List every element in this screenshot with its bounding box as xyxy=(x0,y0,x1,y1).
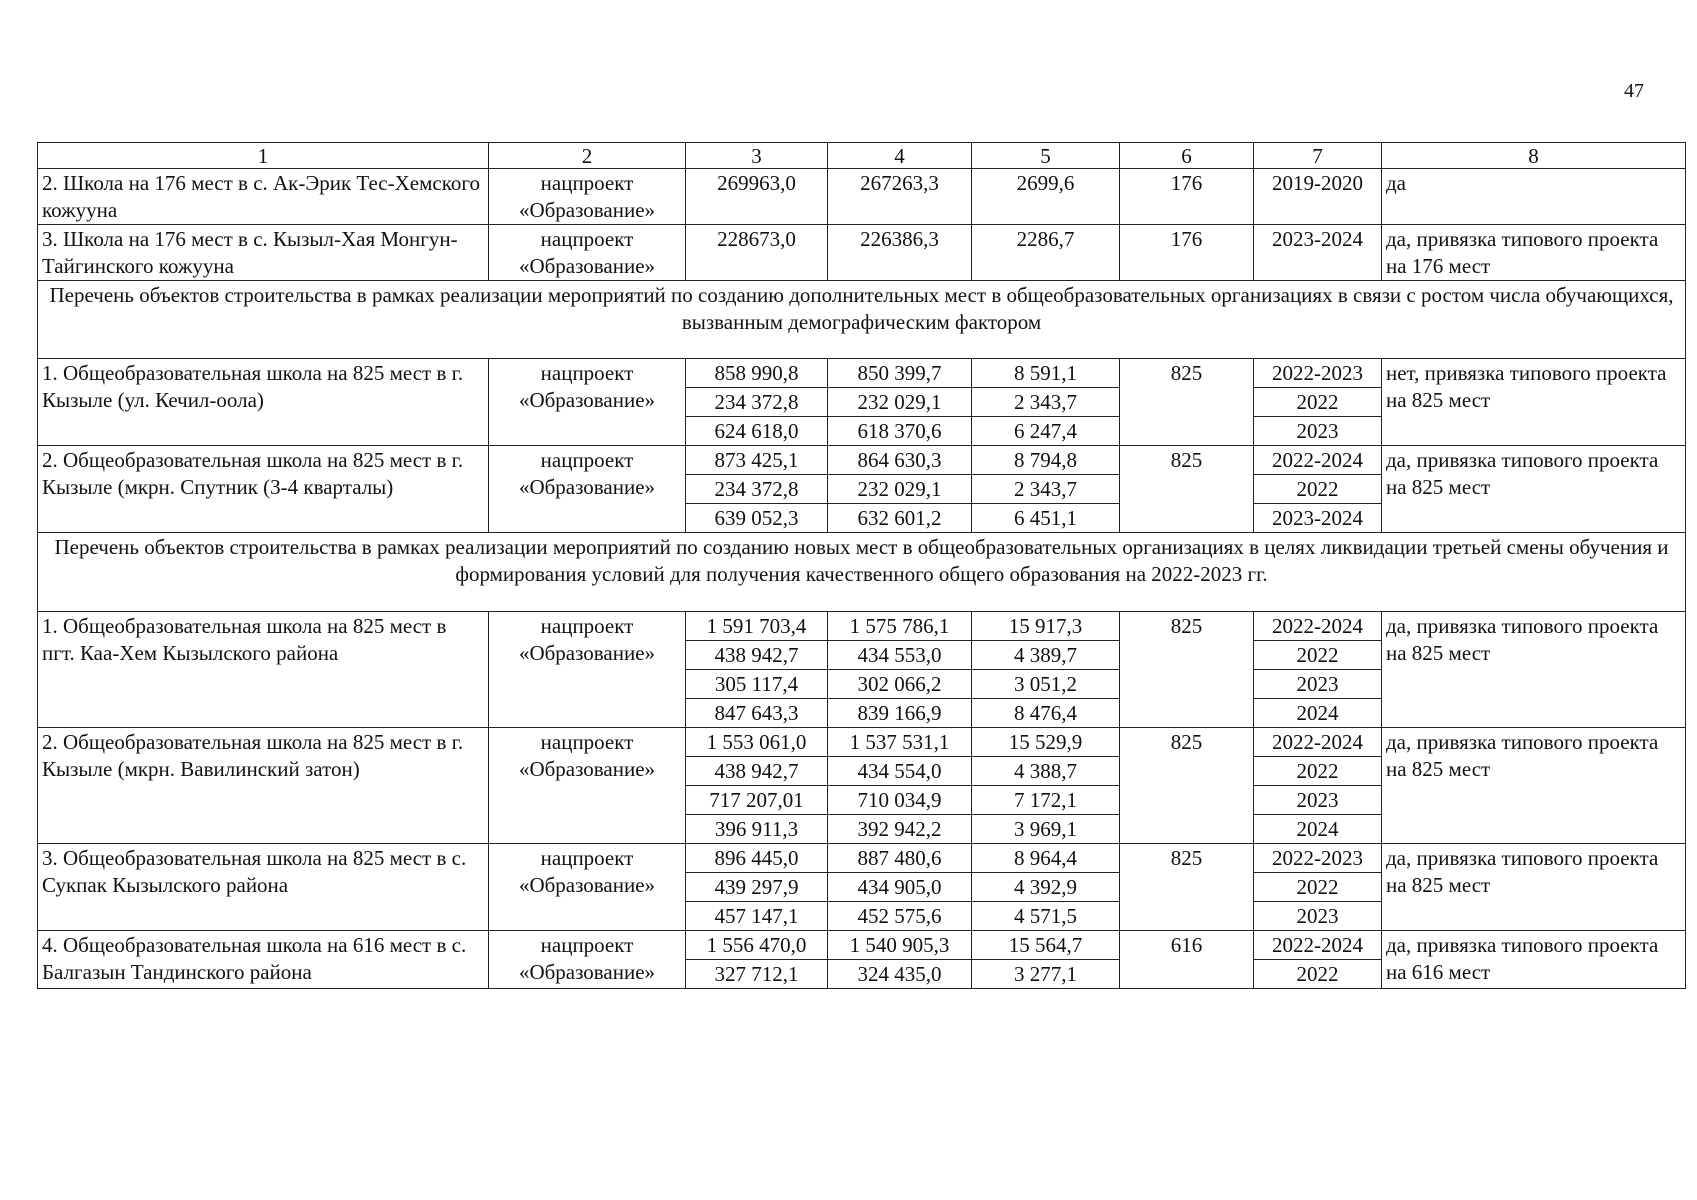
cost-regional: 4 571,5 xyxy=(972,902,1120,931)
cost-total: 1 556 470,0 xyxy=(686,931,828,960)
cost-total: 438 942,7 xyxy=(686,641,828,670)
capacity: 825 xyxy=(1120,612,1254,728)
cost-federal: 1 537 531,1 xyxy=(828,728,972,757)
cost-regional: 2 343,7 xyxy=(972,388,1120,417)
table-row xyxy=(38,728,1686,757)
years: 2023 xyxy=(1254,670,1382,699)
years: 2023 xyxy=(1254,786,1382,815)
cost-regional: 3 969,1 xyxy=(972,815,1120,844)
years: 2023-2024 xyxy=(1254,225,1382,281)
cost-federal: 267263,3 xyxy=(828,169,972,225)
table-row xyxy=(38,225,1686,281)
cost-regional: 15 917,3 xyxy=(972,612,1120,641)
cost-regional: 8 794,8 xyxy=(972,446,1120,475)
years: 2022-2024 xyxy=(1254,612,1382,641)
table-row xyxy=(38,931,1686,960)
cost-regional: 3 277,1 xyxy=(972,960,1120,989)
cost-total: 438 942,7 xyxy=(686,757,828,786)
cost-federal: 392 942,2 xyxy=(828,815,972,844)
cost-federal: 864 630,3 xyxy=(828,446,972,475)
standard-project-note: да xyxy=(1382,169,1686,225)
cost-federal: 302 066,2 xyxy=(828,670,972,699)
years: 2022-2023 xyxy=(1254,359,1382,388)
cost-total: 234 372,8 xyxy=(686,475,828,504)
object-name: 4. Общеобразовательная школа на 616 мест в с. Балгазын Тандинского района xyxy=(38,931,489,989)
cost-federal: 434 553,0 xyxy=(828,641,972,670)
object-name: 1. Общеобразовательная школа на 825 мест в г. Кызыле (ул. Кечил-оола) xyxy=(38,359,489,446)
capacity: 616 xyxy=(1120,931,1254,989)
years: 2019-2020 xyxy=(1254,169,1382,225)
capacity: 825 xyxy=(1120,446,1254,533)
cost-federal: 232 029,1 xyxy=(828,475,972,504)
object-name: 1. Общеобразовательная школа на 825 мест в пгт. Каа-Хем Кызылского района xyxy=(38,612,489,728)
cost-federal: 1 540 905,3 xyxy=(828,931,972,960)
standard-project-note: нет, привязка типового проекта на 825 мест xyxy=(1382,359,1686,446)
table-row xyxy=(38,844,1686,873)
funding-source: нацпроект «Образование» xyxy=(489,169,686,225)
column-header: 1 xyxy=(38,143,489,169)
table-row xyxy=(38,169,1686,225)
years: 2022 xyxy=(1254,475,1382,504)
capacity: 825 xyxy=(1120,359,1254,446)
cost-total: 717 207,01 xyxy=(686,786,828,815)
cost-federal: 232 029,1 xyxy=(828,388,972,417)
cost-regional: 6 247,4 xyxy=(972,417,1120,446)
cost-regional: 15 564,7 xyxy=(972,931,1120,960)
cost-regional: 4 388,7 xyxy=(972,757,1120,786)
standard-project-note: да, привязка типового проекта на 616 мест xyxy=(1382,931,1686,989)
capacity: 176 xyxy=(1120,225,1254,281)
cost-total: 624 618,0 xyxy=(686,417,828,446)
column-header: 4 xyxy=(828,143,972,169)
cost-total: 1 591 703,4 xyxy=(686,612,828,641)
table-row xyxy=(38,612,1686,641)
capacity: 176 xyxy=(1120,169,1254,225)
column-header: 2 xyxy=(489,143,686,169)
funding-source: нацпроект «Образование» xyxy=(489,931,686,989)
years: 2023 xyxy=(1254,417,1382,446)
funding-source: нацпроект «Образование» xyxy=(489,446,686,533)
cost-federal: 226386,3 xyxy=(828,225,972,281)
years: 2024 xyxy=(1254,699,1382,728)
cost-regional: 3 051,2 xyxy=(972,670,1120,699)
column-header: 7 xyxy=(1254,143,1382,169)
cost-federal: 632 601,2 xyxy=(828,504,972,533)
years: 2022 xyxy=(1254,388,1382,417)
cost-total: 457 147,1 xyxy=(686,902,828,931)
cost-total: 858 990,8 xyxy=(686,359,828,388)
object-name: 2. Общеобразовательная школа на 825 мест в г. Кызыле (мкрн. Спутник (3-4 кварталы) xyxy=(38,446,489,533)
cost-federal: 434 905,0 xyxy=(828,873,972,902)
cost-regional: 4 389,7 xyxy=(972,641,1120,670)
years: 2023-2024 xyxy=(1254,504,1382,533)
years: 2022 xyxy=(1254,960,1382,989)
page-number: 47 xyxy=(1624,80,1644,102)
column-header: 8 xyxy=(1382,143,1686,169)
cost-federal: 887 480,6 xyxy=(828,844,972,873)
cost-federal: 1 575 786,1 xyxy=(828,612,972,641)
cost-total: 396 911,3 xyxy=(686,815,828,844)
cost-total: 639 052,3 xyxy=(686,504,828,533)
cost-regional: 8 591,1 xyxy=(972,359,1120,388)
funding-source: нацпроект «Образование» xyxy=(489,844,686,931)
funding-source: нацпроект «Образование» xyxy=(489,612,686,728)
cost-federal: 618 370,6 xyxy=(828,417,972,446)
funding-source: нацпроект «Образование» xyxy=(489,225,686,281)
cost-federal: 839 166,9 xyxy=(828,699,972,728)
cost-federal: 452 575,6 xyxy=(828,902,972,931)
cost-regional: 7 172,1 xyxy=(972,786,1120,815)
years: 2024 xyxy=(1254,815,1382,844)
cost-total: 896 445,0 xyxy=(686,844,828,873)
cost-federal: 434 554,0 xyxy=(828,757,972,786)
construction-objects-table xyxy=(37,142,1686,989)
years: 2023 xyxy=(1254,902,1382,931)
section-heading: Перечень объектов строительства в рамках реализации мероприятий по созданию дополнительных мест в общеобразовательных организациях в связи с ростом числа обучающихся, вызванным демографическим фактором xyxy=(38,281,1686,359)
section-heading-row xyxy=(38,281,1686,359)
cost-regional: 2699,6 xyxy=(972,169,1120,225)
years: 2022-2024 xyxy=(1254,446,1382,475)
cost-total: 269963,0 xyxy=(686,169,828,225)
standard-project-note: да, привязка типового проекта на 825 мест xyxy=(1382,612,1686,728)
cost-total: 305 117,4 xyxy=(686,670,828,699)
cost-total: 439 297,9 xyxy=(686,873,828,902)
capacity: 825 xyxy=(1120,728,1254,844)
standard-project-note: да, привязка типового проекта на 176 мест xyxy=(1382,225,1686,281)
cost-regional: 6 451,1 xyxy=(972,504,1120,533)
cost-total: 234 372,8 xyxy=(686,388,828,417)
column-header: 6 xyxy=(1120,143,1254,169)
standard-project-note: да, привязка типового проекта на 825 мест xyxy=(1382,844,1686,931)
cost-total: 847 643,3 xyxy=(686,699,828,728)
funding-source: нацпроект «Образование» xyxy=(489,359,686,446)
cost-total: 228673,0 xyxy=(686,225,828,281)
table-header-row xyxy=(38,143,1686,169)
years: 2022-2024 xyxy=(1254,931,1382,960)
section-heading-row xyxy=(38,533,1686,612)
object-name: 2. Общеобразовательная школа на 825 мест в г. Кызыле (мкрн. Вавилинский затон) xyxy=(38,728,489,844)
capacity: 825 xyxy=(1120,844,1254,931)
years: 2022-2023 xyxy=(1254,844,1382,873)
cost-total: 1 553 061,0 xyxy=(686,728,828,757)
standard-project-note: да, привязка типового проекта на 825 мест xyxy=(1382,446,1686,533)
cost-total: 327 712,1 xyxy=(686,960,828,989)
column-header: 5 xyxy=(972,143,1120,169)
cost-regional: 15 529,9 xyxy=(972,728,1120,757)
cost-total: 873 425,1 xyxy=(686,446,828,475)
table-row xyxy=(38,446,1686,475)
object-name: 3. Общеобразовательная школа на 825 мест в с. Сукпак Кызылского района xyxy=(38,844,489,931)
cost-federal: 850 399,7 xyxy=(828,359,972,388)
funding-source: нацпроект «Образование» xyxy=(489,728,686,844)
years: 2022 xyxy=(1254,641,1382,670)
table-row xyxy=(38,359,1686,388)
cost-regional: 2286,7 xyxy=(972,225,1120,281)
cost-federal: 324 435,0 xyxy=(828,960,972,989)
years: 2022 xyxy=(1254,757,1382,786)
cost-regional: 2 343,7 xyxy=(972,475,1120,504)
object-name: 2. Школа на 176 мест в с. Ак-Эрик Тес-Хемского кожууна xyxy=(38,169,489,225)
years: 2022 xyxy=(1254,873,1382,902)
cost-federal: 710 034,9 xyxy=(828,786,972,815)
column-header: 3 xyxy=(686,143,828,169)
years: 2022-2024 xyxy=(1254,728,1382,757)
standard-project-note: да, привязка типового проекта на 825 мест xyxy=(1382,728,1686,844)
cost-regional: 8 476,4 xyxy=(972,699,1120,728)
object-name: 3. Школа на 176 мест в с. Кызыл-Хая Монгун-Тайгинского кожууна xyxy=(38,225,489,281)
cost-regional: 4 392,9 xyxy=(972,873,1120,902)
section-heading: Перечень объектов строительства в рамках реализации мероприятий по созданию новых мест в общеобразовательных организациях в целях ликвидации третьей смены обучения и формирования условий для получения качественного общего образования на 2022-2023 гг. xyxy=(38,533,1686,612)
cost-regional: 8 964,4 xyxy=(972,844,1120,873)
